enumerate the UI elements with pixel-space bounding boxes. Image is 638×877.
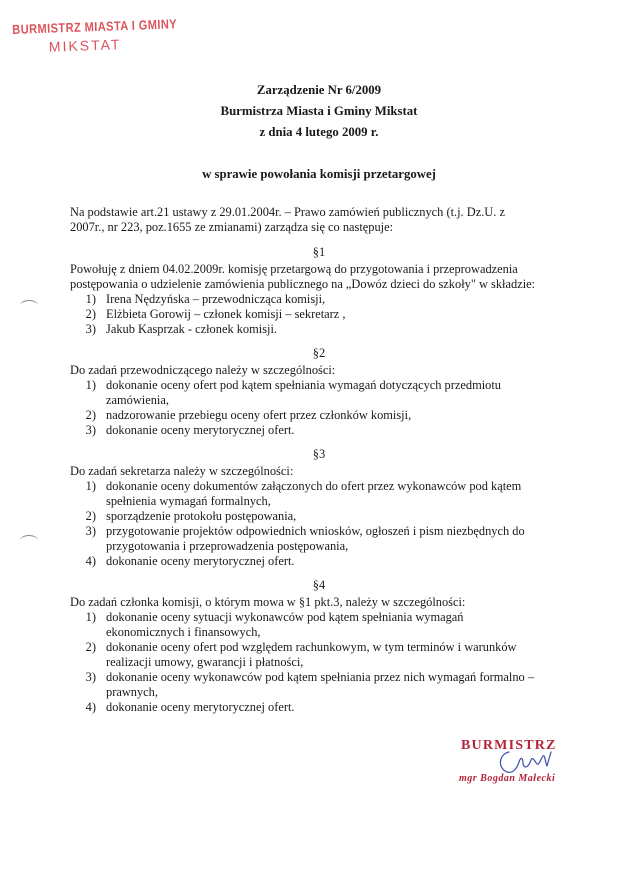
list-item-text: dokonanie oceny wykonawców pod kątem spełniania przez nich wymagań formalno – <box>106 670 535 684</box>
list-item-text: sporządzenie protokołu postępowania, <box>106 509 297 523</box>
stamp-line-1: BURMISTRZ MIASTA I GMINY <box>12 16 178 37</box>
list-item-text-cont: przygotowania i przeprowadzenia postępowania, <box>106 539 349 553</box>
document-subject: w sprawie powołania komisji przetargowej <box>202 167 436 181</box>
list-item-text: nadzorowanie przebiegu oceny ofert przez członków komisji, <box>106 408 412 422</box>
document-issuer: Burmistrza Miasta i Gminy Mikstat <box>220 104 418 118</box>
list-item-text: przygotowanie projektów odpowiednich wniosków, ogłoszeń i pism niezbędnych do <box>106 524 525 538</box>
list-item-text: dokonanie oceny merytorycznej ofert. <box>106 554 295 568</box>
list-item-number: 4) <box>85 554 96 568</box>
list-item-text: Irena Nędzyńska – przewodnicząca komisji, <box>106 292 326 306</box>
list-item-text-cont: ekonomicznych i finansowych, <box>106 625 261 639</box>
list-item-number: 2) <box>85 408 96 422</box>
section-1-intro-2: postępowania o udzielenie zamówienia publicznego na „Dowóz dzieci do szkoły" w składzie: <box>70 277 536 291</box>
list-item-number: 1) <box>85 479 96 493</box>
list-item-number: 2) <box>85 509 96 523</box>
preamble-line-1: Na podstawie art.21 ustawy z 29.01.2004r. – Prawo zamówień publicznych (t.j. Dz.U. z <box>70 205 505 219</box>
issuer-stamp <box>12 15 207 57</box>
list-item-number: 4) <box>85 700 96 714</box>
list-item-number: 3) <box>85 670 96 684</box>
list-item-text: dokonanie oceny ofert pod względem rachunkowym, w tym terminów i warunków <box>106 640 517 654</box>
signature-title: BURMISTRZ <box>461 738 557 753</box>
list-item-text: dokonanie oceny merytorycznej ofert. <box>106 423 295 437</box>
list-item-number: 2) <box>85 307 96 321</box>
signature-name: mgr Bogdan Małecki <box>459 773 556 784</box>
list-item-text: dokonanie oceny ofert pod kątem spełniania wymagań dotyczących przedmiotu <box>106 378 501 392</box>
list-item-text: Jakub Kasprzak - członek komisji. <box>106 322 278 336</box>
list-item-number: 2) <box>85 640 96 654</box>
list-item-text: dokonanie oceny dokumentów załączonych do ofert przez wykonawców pod kątem <box>106 479 522 493</box>
list-item-number: 3) <box>85 322 96 336</box>
list-item-text: dokonanie oceny sytuacji wykonawców pod kątem spełniania wymagań <box>106 610 464 624</box>
list-item-number: 3) <box>85 423 96 437</box>
section-1-symbol: §1 <box>312 245 326 259</box>
document-title: Zarządzenie Nr 6/2009 <box>256 83 382 97</box>
list-item-number: 3) <box>85 524 96 538</box>
preamble-line-2: 2007r., nr 223, poz.1655 ze zmianami) zarządza się co następuje: <box>70 220 394 234</box>
list-item-text: dokonanie oceny merytorycznej ofert. <box>106 700 295 714</box>
section-3-symbol: §3 <box>312 447 326 461</box>
list-item-text-cont: zamówienia, <box>106 393 169 407</box>
list-item-text-cont: prawnych, <box>106 685 158 699</box>
handwritten-signature <box>495 744 555 776</box>
section-3-intro: Do zadań sekretarza należy w szczególności: <box>70 464 294 478</box>
list-item-text-cont: realizacji umowy, gwarancji i płatności, <box>106 655 304 669</box>
margin-mark <box>20 535 38 546</box>
margin-mark <box>20 300 38 311</box>
document-date: z dnia 4 lutego 2009 r. <box>259 125 379 139</box>
section-2-intro: Do zadań przewodniczącego należy w szczególności: <box>70 363 336 377</box>
section-2-symbol: §2 <box>312 346 326 360</box>
list-item-number: 1) <box>85 292 96 306</box>
section-4-intro: Do zadań członka komisji, o którym mowa w §1 pkt.3, należy w szczególności: <box>70 595 466 609</box>
list-item-number: 1) <box>85 378 96 392</box>
list-item-text-cont: spełnienia wymagań formalnych, <box>106 494 271 508</box>
list-item-number: 1) <box>85 610 96 624</box>
section-4-symbol: §4 <box>312 578 326 592</box>
section-1-intro-1: Powołuję z dniem 04.02.2009r. komisję przetargową do przygotowania i przeprowadzenia <box>70 262 518 276</box>
list-item-text: Elżbieta Gorowij – członek komisji – sekretarz , <box>106 307 346 321</box>
stamp-line-2: MIKSTAT <box>48 36 122 55</box>
